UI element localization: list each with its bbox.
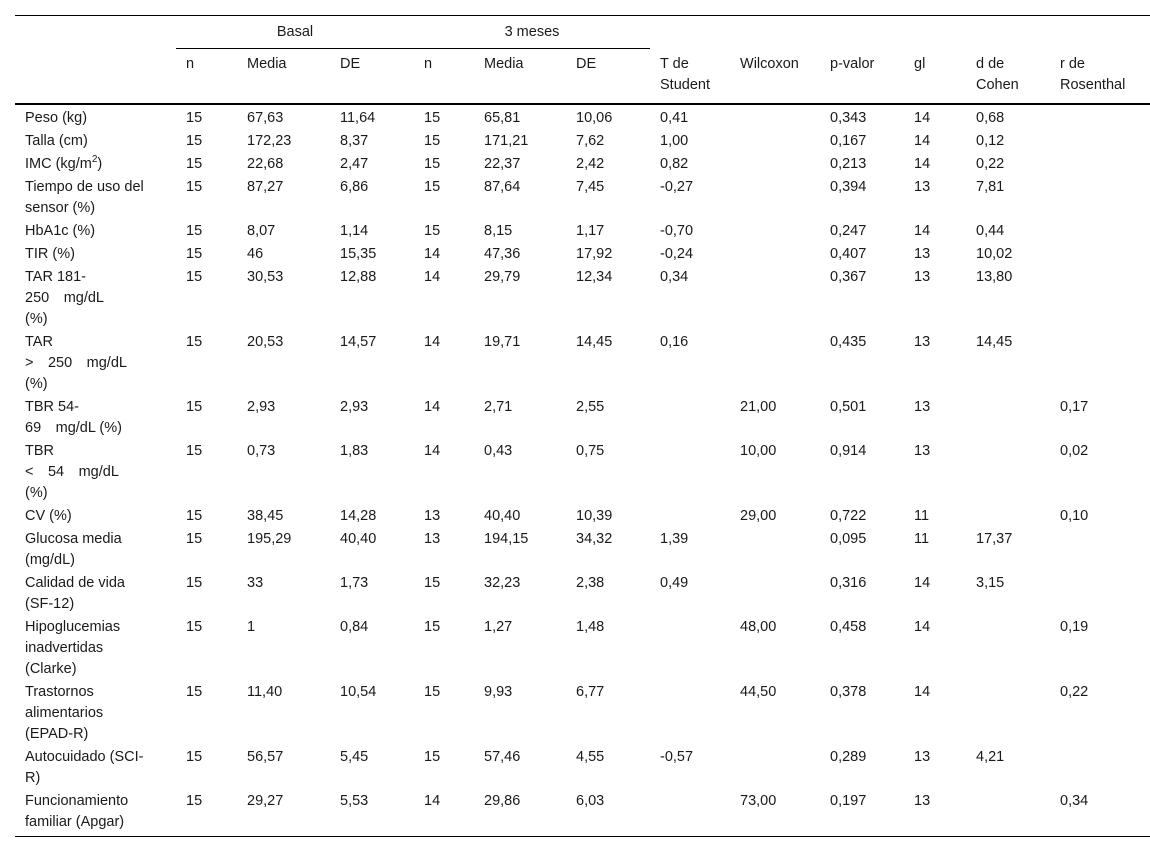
row-label-text: Autocuidado (SCI-R) (25, 749, 144, 786)
cell-3m-media: 29,86 (484, 793, 521, 809)
cell-basal-n: 15 (186, 269, 203, 285)
cell-3m-media: 8,15 (484, 223, 513, 239)
cell-basal-media: 33 (247, 575, 264, 591)
cell-3m-de: 2,55 (576, 399, 605, 415)
cell-p-valor: 0,394 (830, 179, 867, 195)
row-label-text: Calidad de vida (SF-12) (25, 575, 125, 612)
cell-3m-de: 0,75 (576, 443, 605, 459)
cell-wilcoxon (730, 527, 820, 571)
row-label-text: Tiempo de uso del sensor (%) (25, 179, 144, 216)
cell-3m-media: 40,40 (484, 508, 521, 524)
cell-wilcoxon: 73,00 (740, 793, 777, 809)
cell-r-rosenthal (1050, 129, 1150, 152)
cell-p-valor: 0,095 (830, 531, 867, 547)
row-label (15, 789, 176, 837)
cell-gl: 14 (914, 684, 931, 700)
cell-basal-n: 15 (186, 749, 203, 765)
table-header (15, 16, 1150, 105)
col-p-valor: p-valor (830, 55, 875, 72)
cell-3m-media: 9,93 (484, 684, 513, 700)
cell-r-rosenthal: 0,22 (1060, 684, 1089, 700)
cell-basal-n: 15 (186, 110, 203, 126)
cell-d-cohen: 3,15 (976, 575, 1005, 591)
cell-basal-n: 15 (186, 619, 203, 635)
cell-r-rosenthal (1050, 242, 1150, 265)
table-row (15, 395, 1150, 439)
cell-3m-media: 2,71 (484, 399, 513, 415)
row-label-text: Talla (cm) (25, 133, 88, 149)
cell-3m-n: 14 (424, 793, 441, 809)
cell-3m-media: 29,79 (484, 269, 521, 285)
cell-3m-de: 12,34 (576, 269, 613, 285)
cell-basal-media: 0,73 (247, 443, 276, 459)
cell-3m-media: 87,64 (484, 179, 521, 195)
cell-p-valor: 0,407 (830, 246, 867, 262)
cell-t-student: 0,49 (660, 575, 689, 591)
cell-3m-de: 14,45 (576, 334, 613, 350)
cell-r-rosenthal: 0,17 (1060, 399, 1089, 415)
cell-basal-de: 10,54 (340, 684, 377, 700)
row-label (15, 175, 176, 219)
cell-wilcoxon (730, 571, 820, 615)
cell-d-cohen (966, 789, 1050, 837)
cell-d-cohen: 4,21 (976, 749, 1005, 765)
cell-t-student: 0,41 (660, 110, 689, 126)
cell-p-valor: 0,343 (830, 110, 867, 126)
cell-3m-de: 7,45 (576, 179, 605, 195)
cell-basal-de: 15,35 (340, 246, 377, 262)
cell-3m-media: 47,36 (484, 246, 521, 262)
cell-basal-media: 22,68 (247, 156, 284, 172)
table-row (15, 175, 1150, 219)
cell-basal-de: 2,93 (340, 399, 369, 415)
cell-gl: 13 (914, 269, 931, 285)
cell-basal-n: 15 (186, 531, 203, 547)
cell-3m-n: 14 (424, 443, 441, 459)
col-t-student: T de Student (660, 55, 711, 93)
results-table (15, 15, 1150, 837)
row-label-text: Hipoglucemias inadvertidas (Clarke) (25, 619, 121, 677)
cell-d-cohen: 14,45 (976, 334, 1013, 350)
cell-t-student (650, 504, 730, 527)
col-basal-media: Media (247, 56, 287, 72)
cell-gl: 13 (914, 399, 931, 415)
header-empty-cell (15, 16, 176, 49)
cell-3m-media: 171,21 (484, 133, 529, 149)
cell-wilcoxon (730, 330, 820, 395)
cell-3m-n: 15 (424, 749, 441, 765)
cell-3m-n: 15 (424, 156, 441, 172)
cell-gl: 14 (914, 110, 931, 126)
cell-p-valor: 0,722 (830, 508, 867, 524)
cell-wilcoxon: 44,50 (740, 684, 777, 700)
cell-basal-n: 15 (186, 443, 203, 459)
table-row (15, 439, 1150, 504)
header-empty-tests (650, 16, 1150, 49)
cell-gl: 13 (914, 749, 931, 765)
cell-basal-n: 15 (186, 246, 203, 262)
cell-t-student: 0,82 (660, 156, 689, 172)
cell-3m-n: 14 (424, 246, 441, 262)
cell-wilcoxon (730, 745, 820, 789)
cell-3m-de: 17,92 (576, 246, 613, 262)
table-row (15, 571, 1150, 615)
cell-r-rosenthal (1050, 527, 1150, 571)
cell-p-valor: 0,197 (830, 793, 867, 809)
cell-d-cohen (966, 615, 1050, 680)
cell-gl: 13 (914, 793, 931, 809)
cell-r-rosenthal: 0,34 (1060, 793, 1089, 809)
cell-gl: 11 (914, 531, 930, 547)
cell-t-student (650, 439, 730, 504)
header-group-basal: Basal (176, 16, 414, 49)
cell-d-cohen: 0,12 (976, 133, 1005, 149)
table-row (15, 330, 1150, 395)
cell-3m-n: 14 (424, 269, 441, 285)
cell-basal-media: 2,93 (247, 399, 276, 415)
row-label-text: Peso (kg) (25, 110, 88, 126)
table-row (15, 527, 1150, 571)
cell-wilcoxon: 29,00 (740, 508, 777, 524)
cell-r-rosenthal: 0,02 (1060, 443, 1089, 459)
cell-d-cohen: 0,22 (976, 156, 1005, 172)
cell-gl: 14 (914, 133, 931, 149)
cell-basal-media: 38,45 (247, 508, 284, 524)
cell-basal-de: 1,14 (340, 223, 369, 239)
cell-basal-de: 40,40 (340, 531, 377, 547)
header-variable-cell (15, 49, 176, 105)
cell-basal-n: 15 (186, 793, 203, 809)
cell-3m-media: 57,46 (484, 749, 521, 765)
cell-3m-de: 34,32 (576, 531, 613, 547)
cell-3m-n: 15 (424, 619, 441, 635)
cell-3m-de: 1,17 (576, 223, 605, 239)
cell-d-cohen: 17,37 (976, 531, 1013, 547)
cell-basal-n: 15 (186, 684, 203, 700)
cell-p-valor: 0,501 (830, 399, 867, 415)
results-table-container (15, 15, 1150, 837)
row-label (15, 330, 176, 395)
cell-t-student: -0,57 (660, 749, 694, 765)
cell-t-student (650, 680, 730, 745)
cell-t-student: -0,24 (660, 246, 694, 262)
cell-basal-n: 15 (186, 334, 203, 350)
cell-p-valor: 0,213 (830, 156, 867, 172)
cell-basal-media: 11,40 (247, 684, 283, 700)
cell-d-cohen (966, 439, 1050, 504)
row-label-text: Funcionamiento familiar (Apgar) (25, 793, 129, 830)
cell-basal-de: 5,53 (340, 793, 369, 809)
cell-3m-n: 15 (424, 575, 441, 591)
cell-3m-n: 13 (424, 531, 441, 547)
cell-basal-de: 1,73 (340, 575, 369, 591)
col-r-rosenthal: r de Rosenthal (1060, 55, 1126, 93)
cell-basal-de: 14,57 (340, 334, 377, 350)
row-label-text: CV (%) (25, 508, 72, 524)
cell-basal-de: 14,28 (340, 508, 377, 524)
cell-3m-de: 10,39 (576, 508, 613, 524)
table-row (15, 615, 1150, 680)
cell-3m-media: 194,15 (484, 531, 529, 547)
cell-wilcoxon (730, 242, 820, 265)
cell-basal-de: 6,86 (340, 179, 369, 195)
cell-basal-n: 15 (186, 179, 203, 195)
cell-p-valor: 0,914 (830, 443, 867, 459)
cell-gl: 14 (914, 156, 931, 172)
cell-basal-de: 11,64 (340, 110, 376, 126)
cell-t-student: 0,34 (660, 269, 689, 285)
row-label-text: Glucosa media (mg/dL) (25, 531, 122, 568)
row-label-text: TIR (%) (25, 246, 75, 262)
col-d-cohen: d de Cohen (976, 55, 1019, 93)
cell-basal-media: 30,53 (247, 269, 284, 285)
row-label (15, 265, 176, 330)
cell-3m-de: 10,06 (576, 110, 613, 126)
row-label-text: Trastornos alimentarios (EPAD-R) (25, 684, 104, 742)
cell-3m-de: 6,03 (576, 793, 605, 809)
cell-3m-n: 14 (424, 334, 441, 350)
cell-t-student: 0,16 (660, 334, 689, 350)
cell-3m-de: 1,48 (576, 619, 605, 635)
cell-t-student: 1,00 (660, 133, 689, 149)
cell-wilcoxon (730, 152, 820, 175)
cell-t-student (650, 615, 730, 680)
cell-wilcoxon: 21,00 (740, 399, 777, 415)
cell-t-student: -0,70 (660, 223, 694, 239)
cell-gl: 14 (914, 575, 931, 591)
row-label-text: IMC (kg/m (25, 156, 92, 172)
row-label (15, 219, 176, 242)
cell-d-cohen: 10,02 (976, 246, 1013, 262)
cell-r-rosenthal: 0,19 (1060, 619, 1089, 635)
row-label-text: TBR < 54 mg/dL (%) (25, 443, 119, 501)
cell-3m-n: 15 (424, 684, 441, 700)
cell-3m-media: 22,37 (484, 156, 521, 172)
cell-3m-media: 32,23 (484, 575, 521, 591)
cell-basal-de: 1,83 (340, 443, 369, 459)
cell-3m-n: 15 (424, 110, 441, 126)
cell-p-valor: 0,167 (830, 133, 867, 149)
cell-3m-media: 1,27 (484, 619, 513, 635)
cell-wilcoxon: 48,00 (740, 619, 777, 635)
col-3m-media: Media (484, 56, 524, 72)
table-row (15, 504, 1150, 527)
row-label (15, 242, 176, 265)
cell-d-cohen (966, 395, 1050, 439)
row-label (15, 680, 176, 745)
cell-basal-n: 15 (186, 133, 203, 149)
cell-basal-media: 67,63 (247, 110, 284, 126)
row-label-text: TAR > 250 mg/dL (%) (25, 334, 127, 392)
cell-t-student: 1,39 (660, 531, 689, 547)
cell-p-valor: 0,378 (830, 684, 867, 700)
col-gl: gl (914, 55, 926, 72)
cell-r-rosenthal: 0,10 (1060, 508, 1089, 524)
cell-3m-de: 2,38 (576, 575, 605, 591)
cell-wilcoxon: 10,00 (740, 443, 777, 459)
table-row (15, 152, 1150, 175)
col-3m-n: n (424, 56, 433, 72)
cell-gl: 11 (914, 508, 930, 524)
cell-r-rosenthal (1050, 571, 1150, 615)
row-label (15, 504, 176, 527)
cell-r-rosenthal (1050, 745, 1150, 789)
cell-p-valor: 0,289 (830, 749, 867, 765)
table-row (15, 265, 1150, 330)
cell-r-rosenthal (1050, 104, 1150, 129)
cell-3m-de: 4,55 (576, 749, 605, 765)
table-body (15, 104, 1150, 837)
cell-basal-n: 15 (186, 156, 203, 172)
cell-basal-media: 29,27 (247, 793, 284, 809)
cell-basal-media: 8,07 (247, 223, 276, 239)
row-label (15, 745, 176, 789)
cell-3m-n: 13 (424, 508, 441, 524)
cell-3m-de: 6,77 (576, 684, 605, 700)
cell-p-valor: 0,367 (830, 269, 867, 285)
cell-r-rosenthal (1050, 219, 1150, 242)
cell-p-valor: 0,458 (830, 619, 867, 635)
row-label (15, 152, 176, 175)
cell-r-rosenthal (1050, 265, 1150, 330)
row-label-superscript: 2 (91, 154, 98, 166)
cell-basal-n: 15 (186, 399, 203, 415)
cell-t-student (650, 789, 730, 837)
cell-basal-n: 15 (186, 508, 203, 524)
cell-d-cohen (966, 504, 1050, 527)
row-label (15, 439, 176, 504)
cell-3m-media: 0,43 (484, 443, 513, 459)
row-label (15, 615, 176, 680)
cell-3m-n: 14 (424, 399, 441, 415)
cell-basal-n: 15 (186, 223, 203, 239)
table-row (15, 104, 1150, 129)
cell-gl: 13 (914, 246, 931, 262)
cell-t-student: -0,27 (660, 179, 694, 195)
row-label-text: TBR 54- 69 mg/dL (%) (25, 399, 122, 436)
cell-basal-media: 46 (247, 246, 264, 262)
cell-wilcoxon (730, 129, 820, 152)
cell-gl: 14 (914, 619, 931, 635)
row-label (15, 395, 176, 439)
col-basal-de: DE (340, 56, 361, 72)
row-label (15, 129, 176, 152)
col-basal-n: n (186, 56, 195, 72)
row-label-suffix: ) (97, 156, 103, 172)
cell-basal-de: 0,84 (340, 619, 369, 635)
cell-basal-de: 12,88 (340, 269, 377, 285)
row-label-text: HbA1c (%) (25, 223, 96, 239)
cell-p-valor: 0,316 (830, 575, 867, 591)
cell-3m-media: 65,81 (484, 110, 521, 126)
cell-basal-media: 20,53 (247, 334, 284, 350)
cell-d-cohen: 7,81 (976, 179, 1005, 195)
cell-basal-de: 2,47 (340, 156, 369, 172)
header-group-row (15, 16, 1150, 49)
cell-basal-media: 56,57 (247, 749, 284, 765)
cell-wilcoxon (730, 175, 820, 219)
cell-d-cohen: 13,80 (976, 269, 1013, 285)
cell-r-rosenthal (1050, 152, 1150, 175)
table-row (15, 129, 1150, 152)
cell-t-student (650, 395, 730, 439)
table-row (15, 680, 1150, 745)
cell-wilcoxon (730, 104, 820, 129)
row-label (15, 571, 176, 615)
cell-3m-n: 15 (424, 133, 441, 149)
cell-r-rosenthal (1050, 175, 1150, 219)
cell-basal-de: 5,45 (340, 749, 369, 765)
cell-basal-media: 87,27 (247, 179, 284, 195)
header-group-3-meses: 3 meses (414, 16, 650, 49)
cell-d-cohen (966, 680, 1050, 745)
row-label-text: TAR 181- 250 mg/dL (%) (25, 269, 104, 327)
cell-wilcoxon (730, 219, 820, 242)
cell-3m-de: 2,42 (576, 156, 605, 172)
cell-basal-media: 172,23 (247, 133, 292, 149)
table-row (15, 745, 1150, 789)
cell-wilcoxon (730, 265, 820, 330)
cell-basal-media: 1 (247, 619, 256, 635)
header-column-row (15, 49, 1150, 105)
cell-gl: 13 (914, 179, 931, 195)
cell-r-rosenthal (1050, 330, 1150, 395)
table-row (15, 789, 1150, 837)
cell-basal-media: 195,29 (247, 531, 292, 547)
cell-3m-de: 7,62 (576, 133, 605, 149)
cell-d-cohen: 0,68 (976, 110, 1005, 126)
cell-p-valor: 0,435 (830, 334, 867, 350)
cell-basal-de: 8,37 (340, 133, 369, 149)
row-label (15, 527, 176, 571)
cell-basal-n: 15 (186, 575, 203, 591)
table-row (15, 219, 1150, 242)
cell-gl: 13 (914, 334, 931, 350)
cell-p-valor: 0,247 (830, 223, 867, 239)
row-label (15, 104, 176, 129)
col-wilcoxon: Wilcoxon (740, 55, 799, 72)
cell-3m-n: 15 (424, 179, 441, 195)
cell-gl: 13 (914, 443, 931, 459)
table-row (15, 242, 1150, 265)
cell-d-cohen: 0,44 (976, 223, 1005, 239)
col-3m-de: DE (576, 56, 597, 72)
cell-3m-n: 15 (424, 223, 441, 239)
cell-gl: 14 (914, 223, 931, 239)
cell-3m-media: 19,71 (484, 334, 521, 350)
